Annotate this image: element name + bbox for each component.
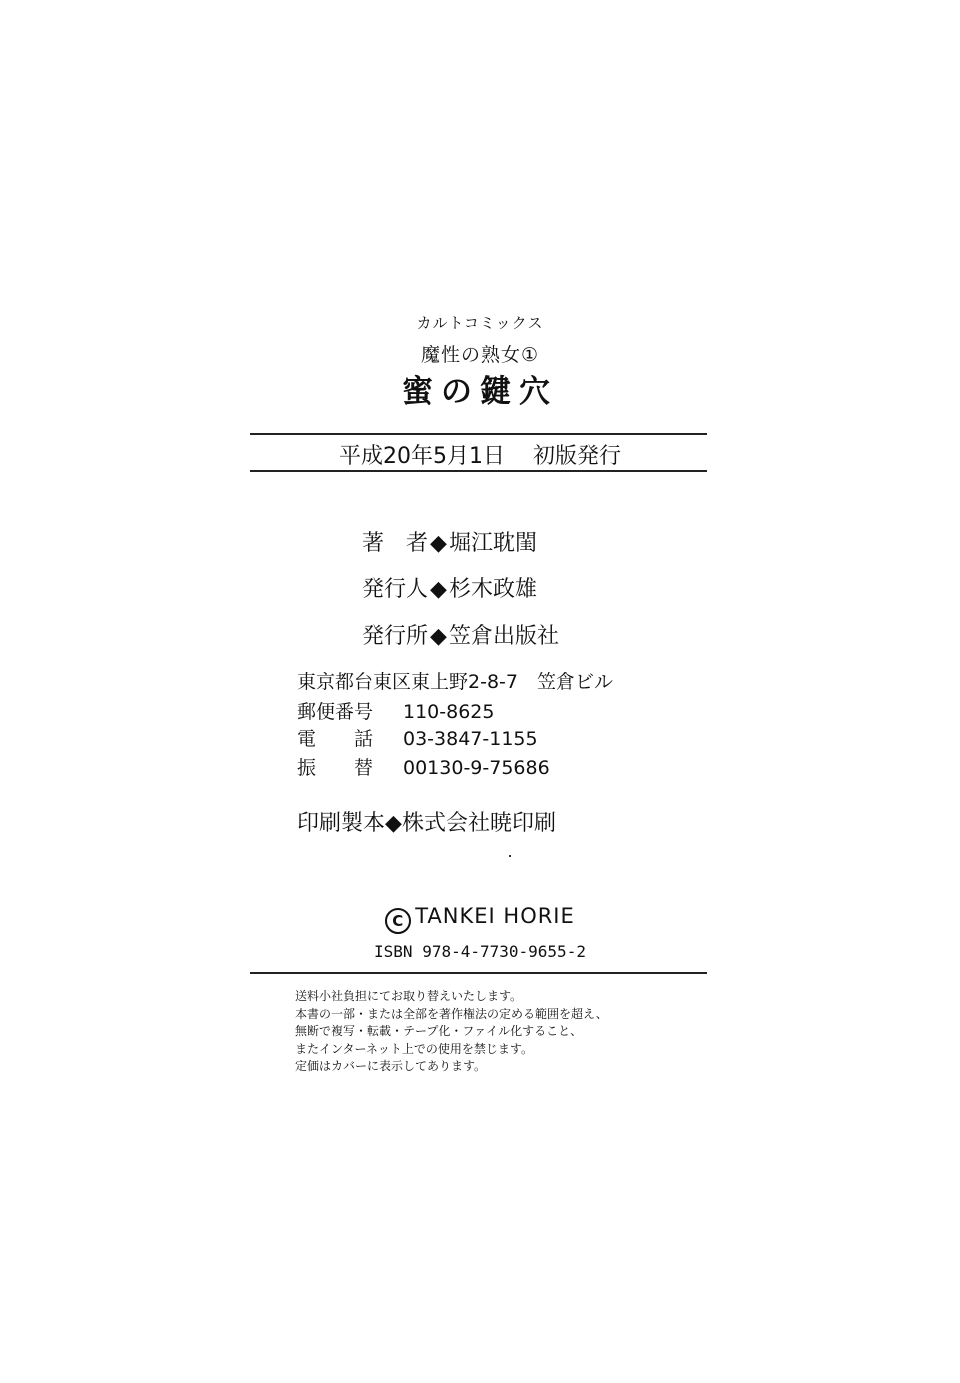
book-title: 蜜の鍵穴 [402, 374, 558, 410]
transfer-row [297, 753, 550, 780]
separator-diamond: ◆ [430, 624, 447, 649]
note-line: またインターネット上での使用を禁じます。 [295, 1041, 533, 1056]
divider-mid [250, 470, 707, 472]
author-label: 著 者 [362, 531, 429, 556]
series-name: カルトコミックス [416, 314, 544, 332]
note-line: 定価はカバーに表示してあります。 [295, 1059, 487, 1073]
note-line: 本書の一部・または全部を著作権法の定める範囲を超え、 [295, 1006, 608, 1021]
note-line: 無断で複写・転載・テープ化・ファイル化すること、 [295, 1024, 583, 1038]
notes-block [295, 988, 608, 1076]
copyright-line [0, 904, 960, 934]
zip-label: 郵便番号 [297, 701, 374, 723]
zip-value: 110-8625 [403, 701, 495, 723]
separator-diamond: ◆ [430, 531, 447, 556]
transfer-value: 00130-9-75686 [403, 757, 550, 779]
copyright-holder: TANKEI HORIE [415, 904, 575, 928]
address-line: 東京都台東区東上野2-8-7 笠倉ビル [297, 671, 613, 693]
edition-date: 平成20年5月1日 [338, 444, 505, 469]
book-subtitle: 魔性の熟女① [420, 344, 540, 366]
credit-author-row [362, 526, 537, 557]
copyright-icon: C [385, 908, 411, 934]
credit-house-row [362, 619, 559, 650]
stray-dot [509, 855, 511, 857]
tel-row [297, 724, 538, 751]
printer-row [297, 806, 556, 837]
separator-diamond: ◆ [430, 577, 447, 602]
edition-label: 初版発行 [532, 444, 621, 469]
publisher-name: 杉木政雄 [448, 577, 537, 602]
credit-publisher-row [362, 572, 537, 603]
separator-diamond: ◆ [385, 811, 402, 836]
divider-bottom [250, 972, 707, 974]
tel-label: 電 話 [297, 728, 374, 750]
house-name: 笠倉出版社 [448, 624, 559, 649]
isbn: ISBN 978-4-7730-9655-2 [374, 942, 586, 961]
author-name: 堀江耽閨 [448, 531, 537, 556]
zip-row [297, 697, 494, 724]
printer-label: 印刷製本 [297, 811, 386, 836]
house-label: 発行所 [362, 624, 429, 649]
publisher-label: 発行人 [362, 577, 429, 602]
printer-name: 株式会社暁印刷 [401, 811, 556, 836]
tel-value: 03-3847-1155 [403, 728, 538, 750]
divider-top [250, 433, 707, 435]
edition-line [0, 439, 960, 470]
note-line: 送料小社負担にてお取り替えいたします。 [295, 989, 523, 1003]
transfer-label: 振 替 [297, 757, 374, 779]
